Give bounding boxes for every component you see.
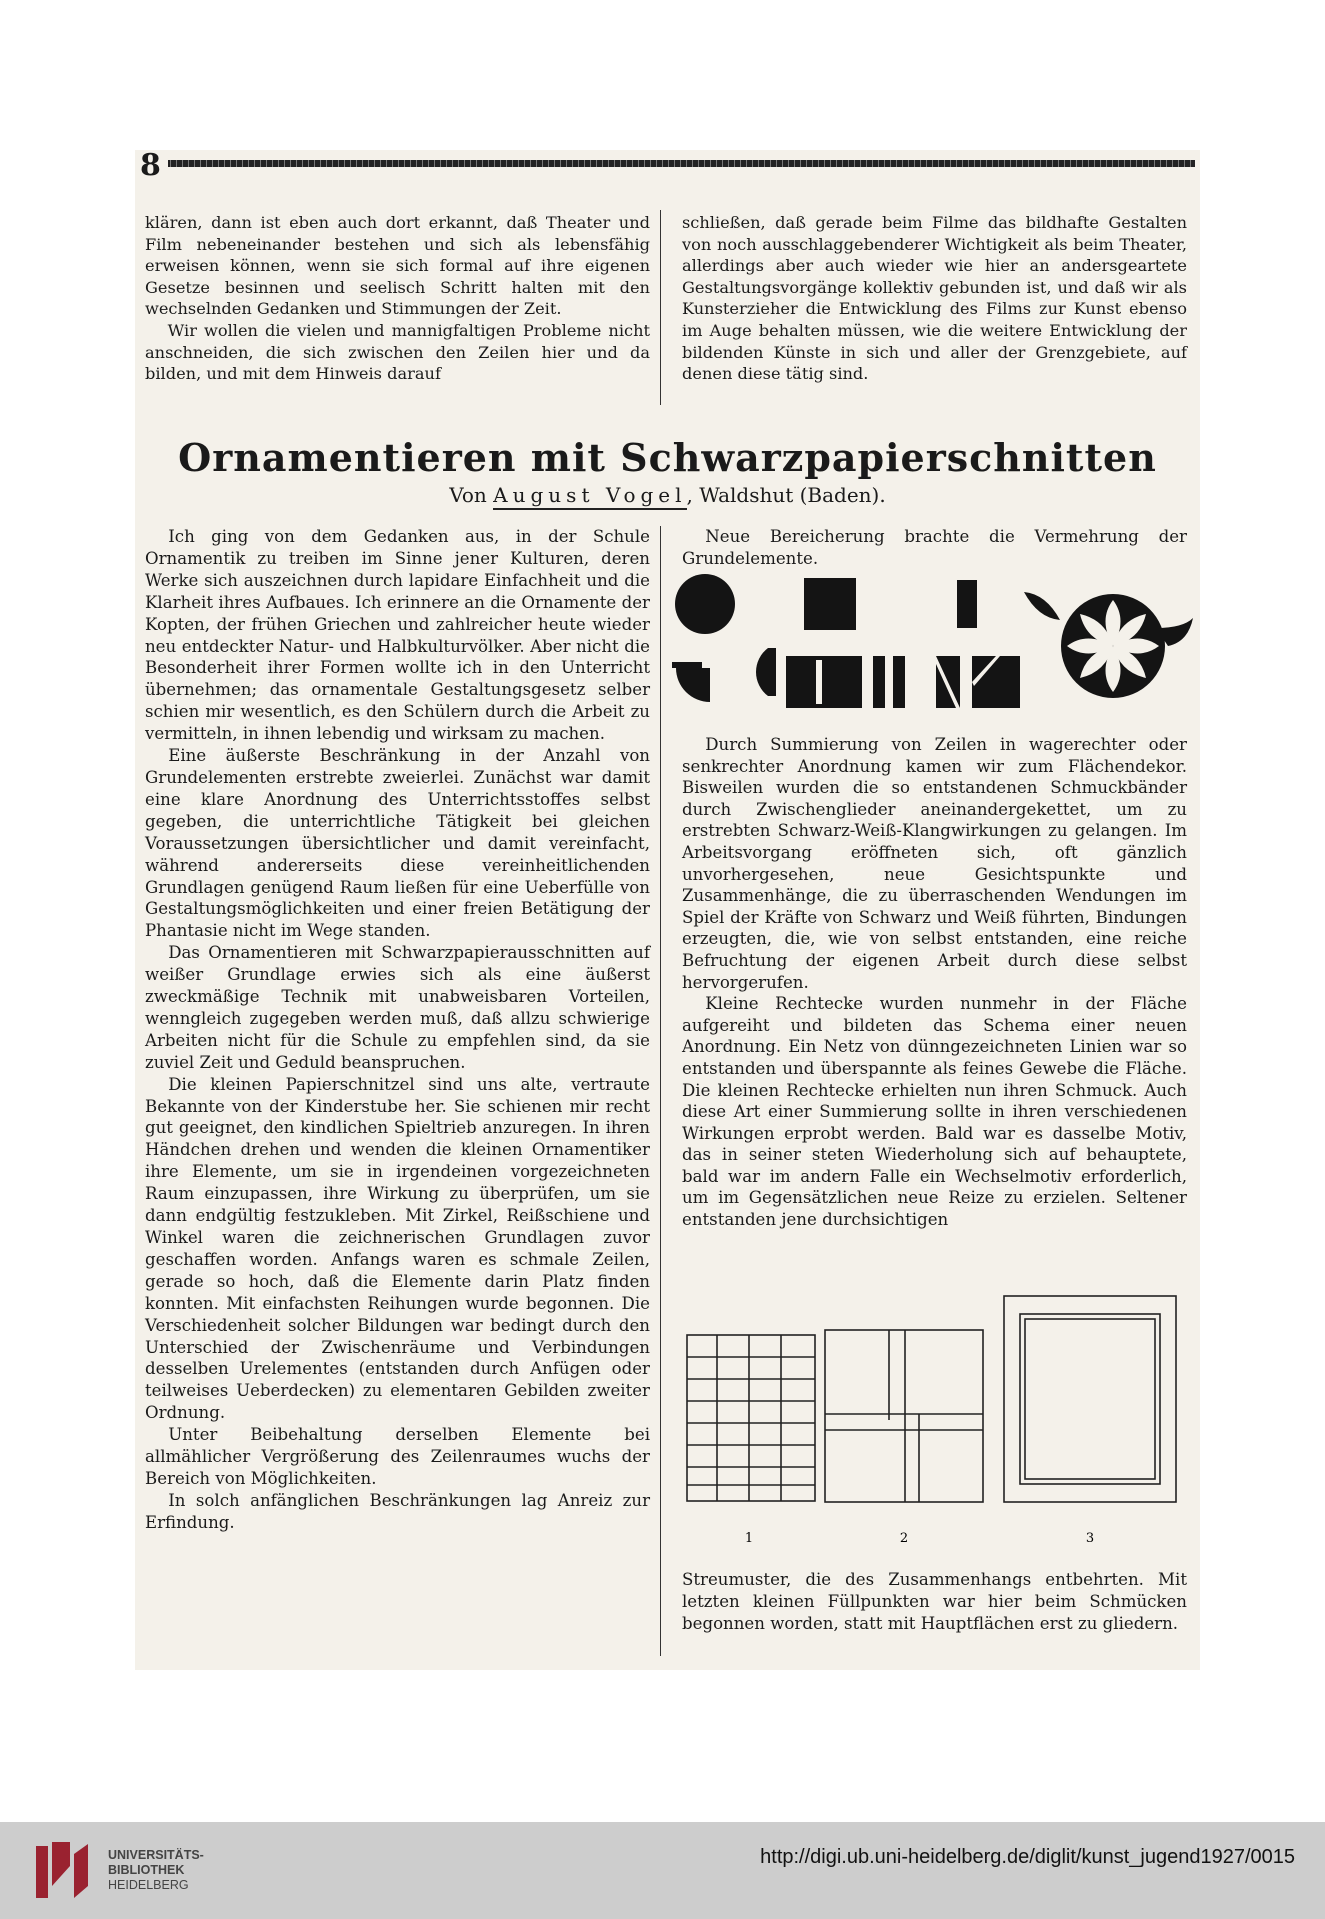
article-left-column: [145, 526, 650, 1534]
paragraph: Kleine Rechtecke wurden nunmehr in der Fläche aufgereiht und bildeten das Schema einer neuen Anordnung. Ein Netz von dünngezeichneten Linien war so entstanden und überspannte als feines Gewebe die Fläche. Die kleinen Rechtecke erhielten nun ihren Schmuck. Auch diese Art einer Summierung sollte in ihren verschiedenen Wirkungen erprobt werden. Bald war es dasselbe Motiv, das in seiner steten Wiederholung sich auf behauptete, bald war im andern Falle ein Wechselmotiv erforderlich, um im Gegensätzlichen neue Reize zu erzielen. Seltener entstanden jene durchsichtigen: [682, 994, 1187, 1230]
library-name-line: HEIDELBERG: [108, 1878, 189, 1892]
paragraph: Unter Beibehaltung derselben Elemente bei allmählicher Vergrößerung des Zeilenraumes wuchs der Bereich von Möglichkeiten.: [145, 1425, 650, 1488]
source-url-link[interactable]: http://digi.ub.uni-heidelberg.de/diglit/kunst_jugend1927/0015: [760, 1846, 1295, 1868]
scheme-3-frame: [1004, 1296, 1176, 1502]
scheme-2-grid: [825, 1330, 983, 1502]
paragraph: Durch Summierung von Zeilen in wagerechter oder senkrechter Anordnung kamen wir zum Flächendekor. Bisweilen wurden die so entstandenen Schmuckbänder durch Zwischenglieder aneinandergekettet, um zu erstrebten Schwarz-Weiß-Klangwirkungen zu gelangen. Im Arbeitsvorgang eröffneten sich, oft gänzlich unvorhergesehen, neue Gesichtspunkte und Zusammenhänge, die zu überraschenden Wendungen im Spiel der Kräfte von Schwarz und Weiß führten, Bindungen erzeugten, die, wie von selbst entstanden, eine reiche Befruchtung der eigenen Arbeit durch diese selbst hervorgerufen.: [682, 735, 1187, 992]
top-left-column: [145, 212, 650, 385]
article-title: Ornamentieren mit Schwarzpapierschnitten: [178, 435, 1157, 480]
black-tall-bar: [873, 656, 885, 708]
library-footer: [0, 1822, 1325, 1919]
black-leaf: [1024, 592, 1060, 620]
black-tall-bar: [893, 656, 905, 708]
paragraph: Streumuster, die des Zusammenhangs entbehrten. Mit letzten kleinen Füllpunkten war hier beim Schmücken begonnen worden, statt mit Hauptflächen erst zu gliedern.: [682, 1570, 1187, 1633]
library-name-line: BIBLIOTHEK: [108, 1863, 185, 1877]
black-striped-square: [786, 656, 862, 708]
article-right-middle: [682, 734, 1187, 1231]
paragraph: Die kleinen Papierschnitzel sind uns alte, vertraute Bekannte von der Kinderstube her. Sie schienen mir recht gut geeignet, den kindlichen Spieltrieb anzuregen. In ihren Händchen drehen und wenden die kleinen Ornamentiker ihre Elemente, um sie in irgendeinen vorgezeichneten Raum einzupassen, ihre Wirkung zu überprüfen, um sie dann endgültig festzukleben. Mit Zirkel, Reißschiene und Winkel waren die zeichnerischen Grundlagen zuvor geschaffen worden. Anfangs waren es schmale Zeilen, gerade so hoch, daß die Elemente darin Platz finden konnten. Mit einfachsten Reihungen wurde begonnen. Die Verschiedenheit solcher Bildungen war bedingt durch den Unterschied der Zwischenräume und Verbindungen desselben Urelementes (entstanden durch Anfügen oder teilweises Ueberdecken) zu elementaren Gebilden zweiter Ordnung.: [145, 1074, 650, 1423]
black-quarter: [672, 662, 702, 668]
grid-schemes-figure: [680, 1290, 1190, 1560]
paragraph: Wir wollen die vielen und mannigfaltigen Probleme nicht anschneiden, die sich zwischen den Zeilen hier und da bilden, und mit dem Hinweis darauf: [145, 320, 650, 384]
byline: [135, 483, 1200, 507]
page-number: 8: [140, 148, 161, 183]
paragraph: In solch anfänglichen Beschränkungen lag Anreiz zur Erfindung.: [145, 1490, 650, 1532]
figure-label: 3: [1085, 1531, 1095, 1546]
byline-prefix: Von: [449, 483, 487, 507]
library-logo-icon: [30, 1836, 94, 1906]
column-divider: [660, 210, 661, 405]
top-right-column: [682, 212, 1187, 385]
article-right-end: [682, 1569, 1187, 1635]
byline-place: , Waldshut (Baden).: [686, 483, 886, 507]
black-semicircle: [756, 648, 776, 696]
library-name: [108, 1848, 204, 1893]
black-diagonal-square: [972, 656, 1020, 708]
column-divider: [660, 526, 661, 1656]
paragraph: Das Ornamentieren mit Schwarzpapierausschnitten auf weißer Grundlage erwies sich als eine äußerst zweckmäßige Technik mit unabweisbaren Vorteilen, wenngleich zugegeben werden muß, daß allzu schwierige Arbeiten nicht für die Schule zu empfehlen sind, da sie zuviel Zeit und Geduld beanspruchen.: [145, 943, 650, 1072]
scheme-1-grid: [687, 1335, 815, 1501]
black-triangle-pair: [936, 656, 960, 708]
author-name: August Vogel: [493, 483, 686, 510]
figure-label: 2: [899, 1531, 909, 1546]
paragraph: Eine äußerste Beschränkung in der Anzahl von Grundelementen erstrebte zweierlei. Zunächst war damit eine klare Anordnung des Unterrichtsstoffes selbst gegeben, die unterrichtliche Tätigkeit bei gleichen Voraussetzungen übersichtlicher und damit vereinfacht, während andererseits diese vereinheitlichenden Grundlagen genügend Raum ließen für eine Ueberfülle von Gestaltungsmöglichkeiten und einer freien Betätigung der Phantasie nicht im Wege standen.: [145, 746, 650, 941]
black-circle: [675, 574, 735, 634]
black-half-circle: [676, 668, 710, 702]
header-rule: [168, 160, 1195, 167]
paragraph: Ich ging von dem Gedanken aus, in der Schule Ornamentik zu treiben im Sinne jener Kulturen, deren Werke sich auszeichnen durch lapidare Einfachheit und die Klarheit ihres Aufbaues. Ich erinnere an die Ornamente der Kopten, der frühen Griechen und zahlreicher heute wieder neu entdeckter Natur- und Halbkulturvölker. Aber nicht die Besonderheit ihrer Formen wollte ich in den Unterricht übernehmen; das ornamentale Gestaltungsgesetz selber schien mir wesentlich, es den Schülern durch die Arbeit zu vermitteln, in ihnen lebendig und wirksam zu machen.: [145, 527, 650, 744]
library-name-line: UNIVERSITÄTS-: [108, 1848, 204, 1862]
black-bar: [957, 580, 977, 628]
cutout-elements-figure: [668, 570, 1198, 730]
paragraph: klären, dann ist eben auch dort erkannt, daß Theater und Film nebeneinander bestehen und sich als lebensfähig erweisen können, wenn sie sich formal auf ihre eigenen Gesetze besinnen und seelisch Schritt halten mit den wechselnden Gedanken und Stimmungen der Zeit.: [145, 213, 650, 319]
article-right-intro: [682, 526, 1187, 570]
black-square: [804, 578, 856, 630]
paragraph: schließen, daß gerade beim Filme das bildhafte Gestalten von noch ausschlaggebenderer Wichtigkeit als beim Theater, allerdings aber auch wieder wie hier an andersgeartete Gestaltungsvorgänge kollektiv gebunden ist, und daß wir als Kunsterzieher die Entwicklung des Films zur Kunst ebenso im Auge behalten müssen, wie die weitere Entwicklung der bildenden Künste in sich und aller der Grenzgebiete, auf denen diese tätig sind.: [682, 213, 1187, 384]
flower-rosette: [1061, 594, 1193, 698]
figure-label: 1: [744, 1531, 754, 1546]
paragraph: Neue Bereicherung brachte die Vermehrung der Grundelemente.: [682, 527, 1187, 568]
